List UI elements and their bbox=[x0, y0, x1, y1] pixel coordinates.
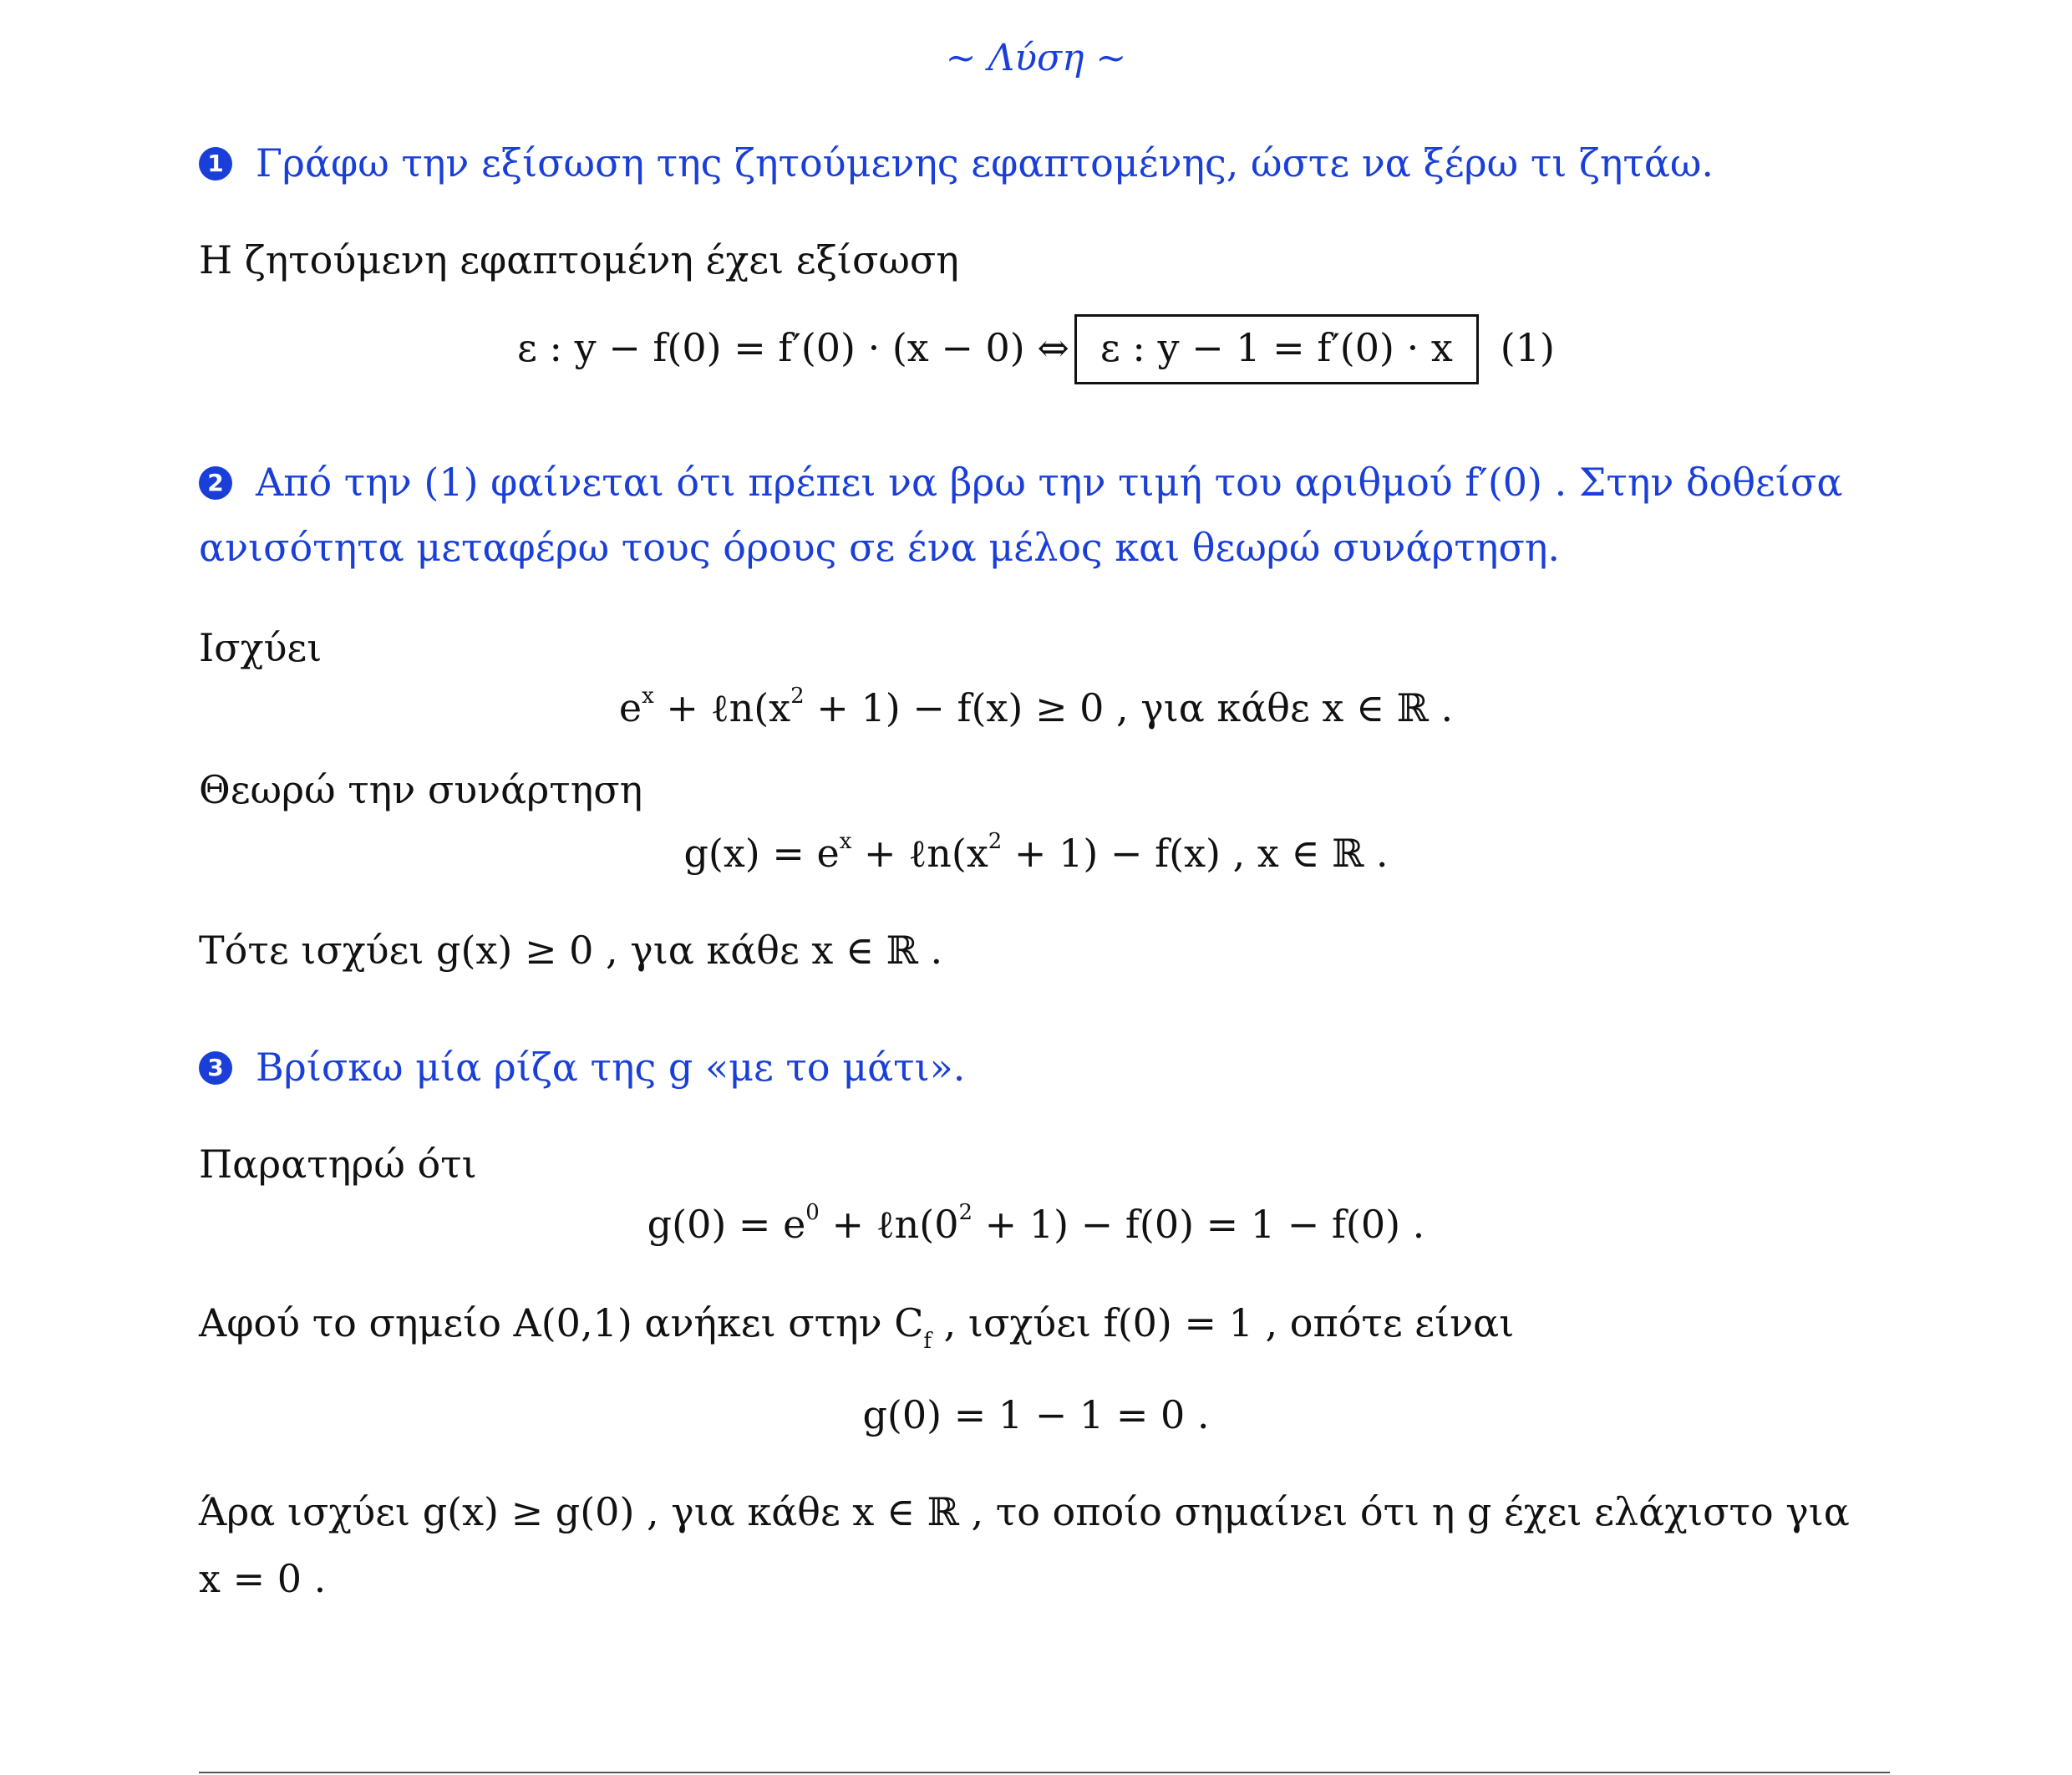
paragraph-conclusion-line2: x = 0 . bbox=[199, 1556, 327, 1601]
eq2-part: + 1) − f(x) ≥ 0 , για κάθε x ∈ ℝ . bbox=[804, 685, 1454, 730]
step-3-text: Βρίσκω μία ρίζα της g «με το μάτι». bbox=[256, 1045, 966, 1090]
eq2-part: + ℓn(x bbox=[653, 685, 791, 730]
paragraph-conclusion-line1: Άρα ισχύει g(x) ≥ g(0) , για κάθε x ∈ ℝ , το οποίο σημαίνει ότι η g έχει ελάχιστο για bbox=[199, 1489, 1850, 1534]
paragraph-tangent-intro: Η ζητούμενη εφαπτομένη έχει εξίσωση bbox=[199, 237, 959, 282]
page-title: ~ Λύση ~ bbox=[945, 37, 1127, 79]
step-2-continued: ανισότητα μεταφέρω τους όρους σε ένα μέλος και θεωρώ συνάρτηση. bbox=[199, 525, 1561, 570]
eq3-part: + 1) − f(x) , x ∈ ℝ . bbox=[1002, 831, 1389, 876]
eq3-part: g(x) = e bbox=[683, 831, 840, 876]
eq2-part: e bbox=[618, 685, 642, 730]
equation-g-zero-value: g(0) = 1 − 1 = 0 . bbox=[862, 1392, 1210, 1437]
eq4-part: g(0) = e bbox=[647, 1202, 806, 1247]
step-1-number-icon: 1 bbox=[199, 147, 232, 181]
eq3-part: + ℓn(x bbox=[851, 831, 988, 876]
equation-tag-1: (1) bbox=[1500, 325, 1555, 370]
equation-tangent-boxed: ε : y − 1 = f′(0) · x bbox=[1074, 314, 1479, 384]
equation-tangent bbox=[0, 314, 2072, 384]
paragraph-holds: Ισχύει bbox=[199, 625, 322, 670]
equation-tangent-left: ε : y − f(0) = f′(0) · (x − 0) ⇔ bbox=[517, 325, 1069, 370]
step-3 bbox=[199, 1045, 965, 1090]
step-2-number-icon: 2 bbox=[199, 466, 232, 500]
step-2 bbox=[199, 460, 1842, 505]
equation-g-definition bbox=[0, 831, 2072, 876]
bottom-divider bbox=[199, 1772, 1890, 1773]
step-2-text-line1: Από την (1) φαίνεται ότι πρέπει να βρω την τιμή του αριθμού f′(0) . Στην δοθείσα bbox=[256, 460, 1843, 505]
eq4-part: + 1) − f(0) = 1 − f(0) . bbox=[973, 1202, 1425, 1247]
p6-part: Αφού το σημείο A(0,1) ανήκει στην C bbox=[199, 1300, 924, 1345]
step-1 bbox=[199, 140, 1714, 186]
equation-g-at-zero bbox=[0, 1202, 2072, 1247]
paragraph-observe: Παρατηρώ ότι bbox=[199, 1142, 477, 1187]
paragraph-consider-function: Θεωρώ την συνάρτηση bbox=[199, 767, 643, 812]
eq4-part: + ℓn(0 bbox=[819, 1202, 959, 1247]
paragraph-point-on-curve bbox=[199, 1300, 1515, 1354]
eq2-exponent: 2 bbox=[790, 684, 805, 709]
paragraph-g-nonnegative: Τότε ισχύει g(x) ≥ 0 , για κάθε x ∈ ℝ . bbox=[199, 928, 943, 973]
step-1-text: Γράφω την εξίσωση της ζητούμενης εφαπτομένης, ώστε να ξέρω τι ζητάω. bbox=[256, 140, 1714, 186]
eq4-exponent: 2 bbox=[958, 1200, 973, 1225]
eq3-exponent: 2 bbox=[988, 829, 1003, 854]
eq3-exponent: x bbox=[839, 829, 852, 854]
step-3-number-icon: 3 bbox=[199, 1051, 232, 1085]
p6-subscript: f bbox=[923, 1329, 932, 1354]
equation-inequality bbox=[0, 685, 2072, 730]
eq2-exponent: x bbox=[642, 684, 654, 709]
p6-part: , ισχύει f(0) = 1 , οπότε είναι bbox=[932, 1300, 1515, 1345]
eq4-exponent: 0 bbox=[805, 1200, 820, 1225]
